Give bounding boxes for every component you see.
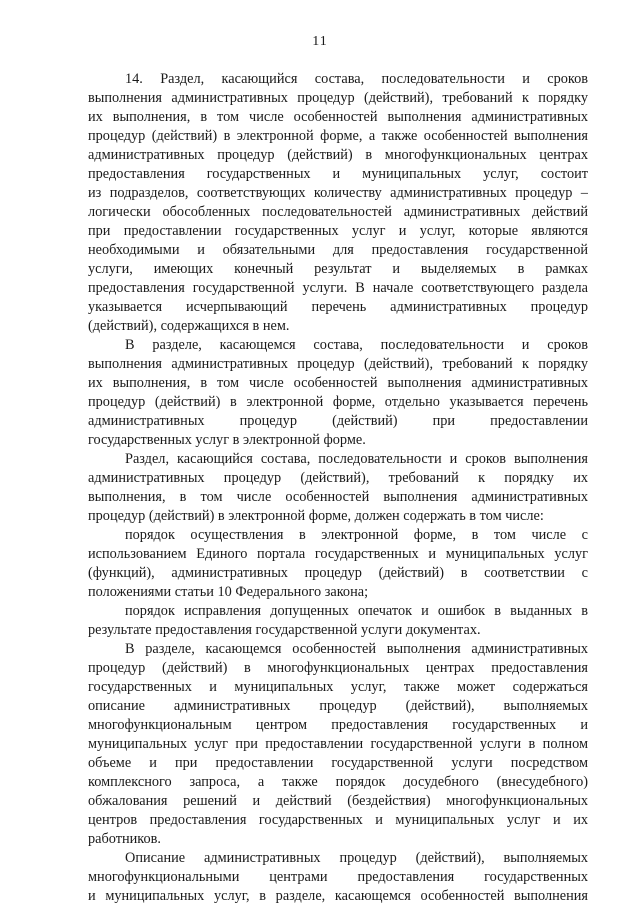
text-line: услуги, имеющих конечный результат и выделяемых в рамках [88,261,588,277]
paragraph [88,602,588,640]
text-line: процедур (действий) в электронной форме, а также особенностей выполнения [88,128,588,144]
text-line: В разделе, касающемся состава, последовательности и сроков [125,337,588,353]
paragraph [88,526,588,602]
paragraph [88,336,588,450]
text-line: государственных и муниципальных услуг, также может содержаться [88,679,588,695]
text-line: описание административных процедур (действий), выполняемых [88,698,588,714]
text-line: результате предоставления государственной услуги документах. [88,622,481,638]
text-line: их выполнения, в том числе особенностей выполнения административных [88,375,588,391]
text-line: процедур (действий) в многофункциональных центрах предоставления [88,660,588,676]
text-line: государственных услуг в электронной форме. [88,432,366,448]
paragraph [88,450,588,526]
text-line: комплексного запроса, а также порядок досудебного (внесудебного) [88,774,588,790]
text-line: центров предоставления государственных и муниципальных услуг и их [88,812,588,828]
text-line: многофункциональным центром предоставления государственных и [88,717,588,733]
text-line: обжалования решений и действий (бездействия) многофункциональных [88,793,588,809]
text-line: указывается исчерпывающий перечень административных процедур [88,299,588,315]
text-line: порядок исправления допущенных опечаток и ошибок в выданных в [125,603,588,619]
text-line: многофункциональными центрами предоставления государственных [88,869,588,885]
text-line: предоставления государственной услуги. В начале соответствующего раздела [88,280,588,296]
paragraph [88,849,588,906]
text-line: логически обособленных последовательностей административных действий [88,204,588,220]
text-line: необходимыми и обязательными для предоставления государственной [88,242,588,258]
page-number: 11 [312,34,328,49]
text-line: выполнения административных процедур (действий), требований к порядку [88,356,588,372]
text-line: 14. Раздел, касающийся состава, последовательности и сроков [125,71,588,87]
text-line: В разделе, касающемся особенностей выполнения административных [125,641,588,657]
text-line: выполнения административных процедур (действий), требований к порядку [88,90,588,106]
text-line: выполнения, в том числе особенностей выполнения административных [88,489,588,505]
paragraph [88,70,588,336]
text-line: объеме и при предоставлении государственной услуги посредством [88,755,588,771]
text-line: административных процедур (действий) в многофункциональных центрах [88,147,588,163]
text-line: из подразделов, соответствующих количеству административных процедур – [88,185,588,201]
text-line: положениями статьи 10 Федерального закона; [88,584,369,600]
document-body [88,70,588,906]
text-line: процедур (действий) в электронной форме, отдельно указывается перечень [88,394,588,410]
paragraph [88,640,588,849]
text-line: административных процедур (действий), требований к порядку их [88,470,588,486]
text-line: порядок осуществления в электронной форме, в том числе с [125,527,588,543]
text-line: работников. [88,831,161,847]
text-line: Раздел, касающийся состава, последовательности и сроков выполнения [125,451,588,467]
text-line: и муниципальных услуг, в разделе, касающемся особенностей выполнения [88,888,588,904]
text-line: (функций), административных процедур (действий) в соответствии с [88,565,588,581]
text-line: их выполнения, в том числе особенностей выполнения административных [88,109,588,125]
text-line: (действий), содержащихся в нем. [88,318,290,334]
text-line: административных процедур (действий) при предоставлении [88,413,588,429]
text-line: процедур (действий) в электронной форме, должен содержать в том числе: [88,508,544,524]
text-line: использованием Единого портала государственных и муниципальных услуг [88,546,588,562]
text-line: при предоставлении государственных услуг и услуг, которые являются [88,223,588,239]
text-line: Описание административных процедур (действий), выполняемых [125,850,588,866]
text-line: предоставления государственных и муниципальных услуг, состоит [88,166,588,182]
text-line: муниципальных услуг при предоставлении государственной услуги в полном [88,736,588,752]
